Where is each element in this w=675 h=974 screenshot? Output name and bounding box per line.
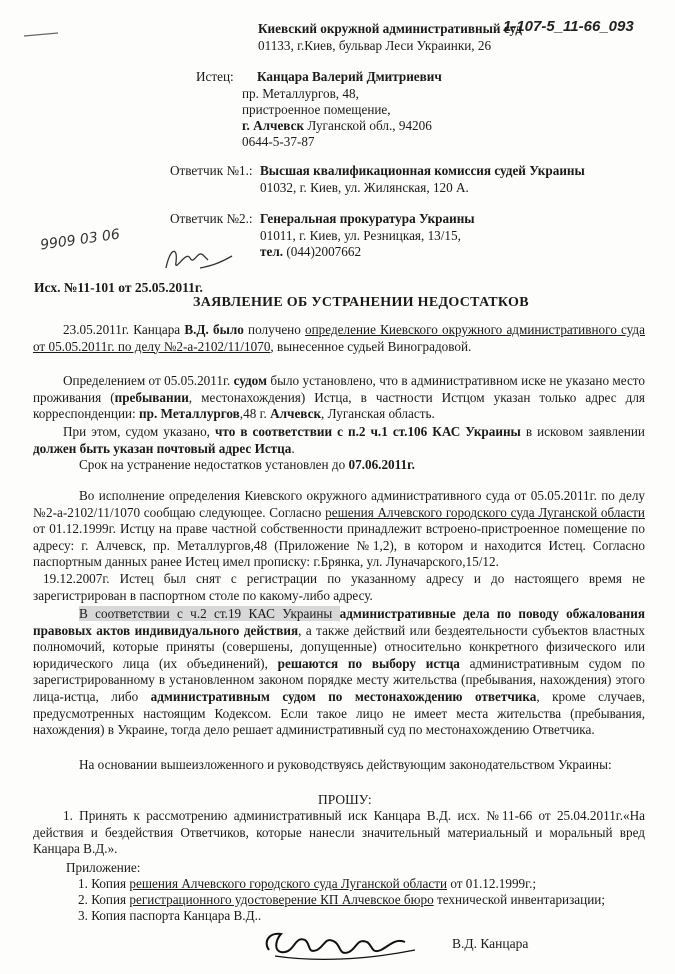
defendant2-phone: тел. (044)2007662 — [260, 244, 362, 259]
paragraph-1: 23.05.2011г. Канцара В.Д. было получено определение Киевского окружного административного суда от 05.05.2011г. по делу №2-а-2102/11/1070, вынесенное судьей Виноградовой. — [33, 322, 645, 354]
appendix-label: Приложение: — [66, 860, 141, 875]
defendant2-address: 01011, г. Киев, ул. Резницкая, 13/15, — [260, 228, 461, 243]
paragraph-2: Определением от 05.05.2011г. судом было установлено, что в административном иске не указано место проживания (пребывании, местонахождения) Истца, в частности Истцом указан только адрес для корреспонденции: пр. Металлургов,48 г. Алчевск, Луганская область. — [33, 373, 645, 422]
court-address: 01133, г.Киев, бульвар Леси Украинки, 26 — [258, 38, 492, 53]
plaintiff-name: Канцара Валерий Дмитриевич — [257, 69, 442, 84]
plaintiff-address-1: пр. Металлургов, 48, — [242, 86, 359, 101]
court-name: Киевский окружной административный суд — [258, 21, 522, 36]
plaintiff-label: Истец: — [196, 69, 234, 84]
paragraph-3: При этом, судом указано, что в соответствии с п.2 ч.1 ст.106 КАС Украины в исковом заявлении должен быть указан почтовый адрес Истца. — [33, 424, 645, 456]
appendix-item-3: 3. Копия паспорта Канцара В.Д.. — [78, 908, 262, 923]
defendant1-address: 01032, г. Киев, ул. Жилянская, 120 А. — [260, 180, 469, 195]
registration-stamp: 1-107-5_11-66_093 — [503, 18, 634, 35]
paragraph-8: На основании вышеизложенного и руководствуясь действующим законодательством Украины: — [79, 757, 612, 772]
plaintiff-address-2: пристроенное помещение, — [242, 102, 391, 117]
defendant2-label: Ответчик №2.: — [170, 211, 253, 226]
defendant2-name: Генеральная прокуратура Украины — [260, 211, 475, 226]
plaintiff-phone: 0644-5-37-87 — [242, 134, 315, 149]
paragraph-5: Во исполнение определения Киевского окружного административного суда от 05.05.2011г. по делу №2-а-2102/11/1070 сообщаю следующее. Согласно решения Алчевского городского суда Луганской области от 01.12.1999г. Истцу на праве частной собственности принадлежит встроено-пристроенное помещение по адресу: г. Алчевск, пр. Металлургов,48 (Приложение №1,2), в котором и находится Истец. Согласно паспортным данных ранее Истец имел прописку: г.Брянка, ул. Луначарского,15/12. — [33, 488, 645, 570]
outgoing-number: Исх. №11-101 от 25.05.2011г. — [34, 280, 203, 295]
defendant1-label: Ответчик №1.: — [170, 163, 253, 178]
request-text: 1. Принять к рассмотрению административный иск Канцара В.Д. исх. №11-66 от 25.04.2011г.«На действия и бездействия Ответчиков, которые нанесли значительный материальный и моральный вред Канцара В.Д.». — [33, 808, 645, 857]
document-title: ЗАЯВЛЕНИЕ ОБ УСТРАНЕНИИ НЕДОСТАТКОВ — [193, 295, 529, 310]
handwritten-initials — [160, 238, 240, 278]
scan-mark — [22, 30, 62, 40]
appendix-item-2: 2. Копия регистрационного удостоверение КП Алчевское бюро технической инвентаризации; — [78, 892, 605, 907]
paragraph-6: 19.12.2007г. Истец был снят с регистрации по указанному адресу и до настоящего время не зарегистрирован в паспортном столе по какому-либо адресу. — [33, 571, 645, 603]
paragraph-7: В соответствии с ч.2 ст.19 КАС Украины административные дела по поводу обжалования правовых актов индивидуального действия, а также действий или бездеятельности субъектов властных полномочий, которые приняты (совершены, допущенные) относительно конкретного физического или юридического лица (их объединений), решаются по выбору истца административным судом по зарегистрированному в установленном законом порядке месту жительства (пребывания, нахождения) этого лица-истца, либо административным судом по местонахождению ответчика, кроме случаев, предусмотренных настоящим Кодексом. Если такое лицо не имеет места жительства (пребывания, нахождения) в Украине, тогда дело решает административный суд по местонахождению Ответчика. — [33, 606, 645, 738]
plaintiff-address-3: г. Алчевск Луганской обл., 94206 — [242, 118, 432, 133]
appendix-item-1: 1. Копия решения Алчевского городского суда Луганской области от 01.12.1999г.; — [78, 876, 537, 891]
request-heading: ПРОШУ: — [318, 792, 372, 807]
signatory-name: В.Д. Канцара — [452, 936, 529, 951]
defendant1-name: Высшая квалификационная комиссия судей Украины — [260, 163, 585, 178]
handwritten-date: 9909 03 06 — [39, 226, 121, 254]
paragraph-4: Срок на устранение недостатков установлен до 07.06.2011г. — [79, 457, 415, 472]
signature — [255, 920, 425, 970]
